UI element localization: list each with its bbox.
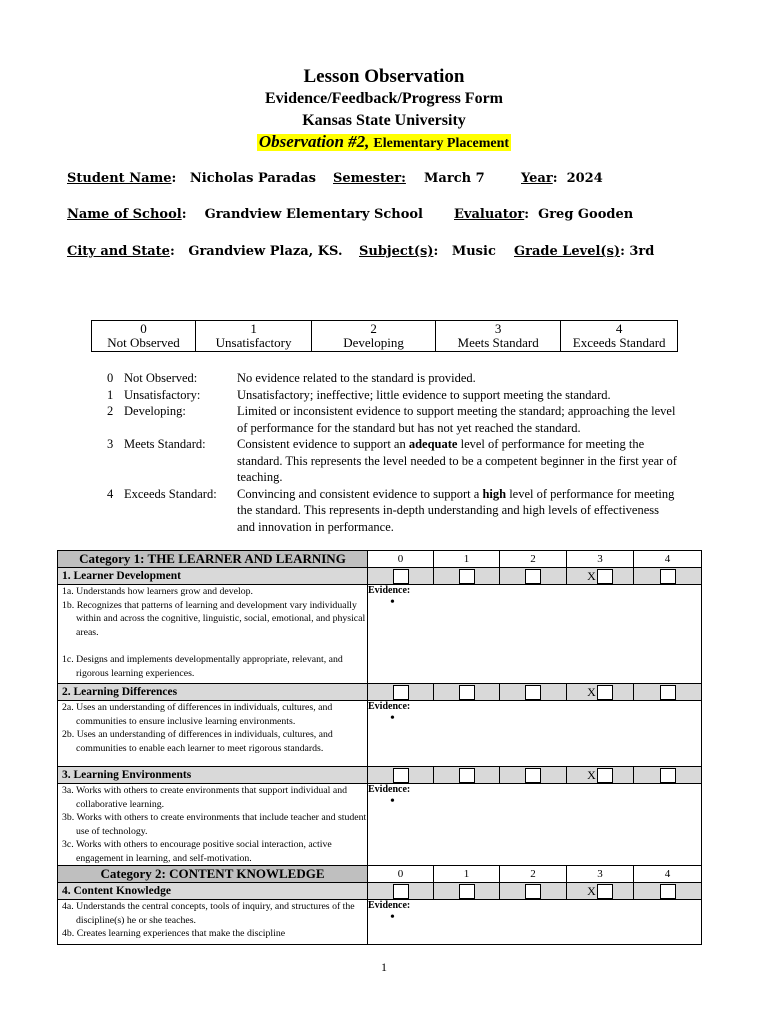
score-header: 0	[368, 866, 434, 883]
year-field: Year: 2024	[521, 171, 603, 186]
page-number: 1	[381, 960, 387, 974]
definition-row: 0 Not Observed: No evidence related to the standard is provided.	[107, 371, 476, 385]
score-4-checkbox[interactable]	[660, 768, 676, 783]
school-value: Grandview Elementary School	[204, 207, 423, 222]
standard-description: 1a. Understands how learners grow and develop. 1b. Recognizes that patterns of learning and development vary individually within and across the cognitive, linguistic, social, emotional, and physical areas. 1c. Designs and implements developmentally appropriate, relevant, and rigorous learning experiences.	[58, 585, 368, 684]
standard-detail-row	[58, 900, 702, 945]
score-header: 4	[634, 551, 702, 568]
score-4-checkbox[interactable]	[660, 685, 676, 700]
standard-description: 4a. Understands the central concepts, tools of inquiry, and structures of the discipline(s) he or she teaches. 4b. Creates learning experiences that make the discipline	[58, 900, 368, 945]
score-3-checkbox[interactable]	[597, 884, 613, 899]
standard-description: 3a. Works with others to create environments that support individual and collaborative learning. 3b. Works with others to create environments that include teacher and student use of technology. 3c. Works with others to encourage positive social interaction, active engagement in learning, and self-motivation.	[58, 784, 368, 866]
definition-row: 1 Unsatisfactory: Unsatisfactory; ineffective; little evidence to support meeting the standard.	[107, 387, 611, 402]
score-2-checkbox[interactable]	[525, 569, 541, 584]
standard-detail-row	[58, 701, 702, 767]
standard-row	[58, 883, 702, 900]
score-2-checkbox[interactable]	[525, 685, 541, 700]
school-field: Name of School: Grandview Elementary School	[67, 207, 423, 222]
standard-title: 3. Learning Environments	[58, 767, 368, 784]
score-header: 0	[368, 551, 434, 568]
semester-value: March 7	[424, 171, 485, 186]
evaluator-field: Evaluator: Greg Gooden	[454, 207, 634, 222]
standard-detail-row	[58, 784, 702, 866]
score-2-checkbox[interactable]	[525, 884, 541, 899]
score-2-checkbox[interactable]	[525, 768, 541, 783]
scale-cell: 4 Exceeds Standard	[561, 321, 678, 352]
subject-field: Subject(s): Music	[359, 244, 496, 259]
evidence-field[interactable]: Evidence: •	[368, 900, 702, 945]
scale-cell: 0 Not Observed	[92, 321, 196, 352]
score-3-checkbox[interactable]	[597, 768, 613, 783]
score-header: 3	[567, 551, 634, 568]
score-0-checkbox[interactable]	[393, 884, 409, 899]
score-header: 2	[500, 551, 567, 568]
grade-level-field: Grade Level(s): 3rd	[514, 244, 655, 259]
score-1-checkbox[interactable]	[459, 569, 475, 584]
grade-level-value: 3rd	[629, 244, 655, 259]
selected-mark: X	[587, 568, 596, 583]
standard-title: 4. Content Knowledge	[58, 883, 368, 900]
definition-row: 3 Meets Standard: Consistent evidence to support an adequate level of performance for meeting the standard. This represents the level needed to be a competent beginner in the first year of teaching.	[107, 437, 677, 484]
score-header: 1	[434, 551, 500, 568]
form-subtitle: Evidence/Feedback/Progress Form	[264, 90, 504, 107]
score-header: 1	[434, 866, 500, 883]
city-state-field: City and State: Grandview Plaza, KS.	[67, 244, 343, 259]
scale-cell: 2 Developing	[312, 321, 436, 352]
score-4-checkbox[interactable]	[660, 569, 676, 584]
category-title: Category 1: THE LEARNER AND LEARNING	[58, 551, 368, 568]
score-3-checkbox[interactable]	[597, 569, 613, 584]
score-0-checkbox[interactable]	[393, 685, 409, 700]
standard-row	[58, 568, 702, 585]
evidence-field[interactable]: Evidence: •	[368, 784, 702, 866]
standard-title: 2. Learning Differences	[58, 684, 368, 701]
institution-name: Kansas State University	[302, 112, 466, 129]
score-header: 2	[500, 866, 567, 883]
definition-row: 4 Exceeds Standard: Convincing and consistent evidence to support a high level of performance for meeting the standard. This represents in-depth understanding and high levels of effectiveness and innovation in performance.	[107, 486, 675, 534]
form-title: Lesson Observation	[303, 66, 465, 87]
category-title: Category 2: CONTENT KNOWLEDGE	[58, 866, 368, 883]
standard-title: 1. Learner Development	[58, 568, 368, 585]
standard-detail-row	[58, 585, 702, 684]
score-4-checkbox[interactable]	[660, 884, 676, 899]
rating-definitions	[107, 370, 677, 535]
scale-cell: 3 Meets Standard	[435, 321, 560, 352]
standard-row	[58, 684, 702, 701]
score-1-checkbox[interactable]	[459, 884, 475, 899]
city-state-value: Grandview Plaza, KS.	[188, 244, 343, 259]
category-header-row	[58, 551, 702, 568]
scale-cell: 1 Unsatisfactory	[195, 321, 311, 352]
selected-mark: X	[587, 767, 596, 782]
rubric-table	[57, 550, 702, 945]
category-header-row	[58, 866, 702, 883]
student-name-value: Nicholas Paradas	[189, 171, 316, 186]
selected-mark: X	[587, 883, 596, 898]
score-header: 3	[567, 866, 634, 883]
selected-mark: X	[587, 684, 596, 699]
subject-value: Music	[451, 244, 496, 259]
score-0-checkbox[interactable]	[393, 768, 409, 783]
student-name-field: Student Name: Nicholas Paradas	[67, 171, 316, 186]
evidence-field[interactable]: Evidence: •	[368, 701, 702, 767]
score-0-checkbox[interactable]	[393, 569, 409, 584]
observation-line	[0, 132, 768, 152]
evaluator-value: Greg Gooden	[538, 207, 634, 222]
score-3-checkbox[interactable]	[597, 685, 613, 700]
standard-description: 2a. Uses an understanding of differences in individuals, cultures, and communities to ensure inclusive learning environments. 2b. Uses an understanding of differences in individuals, cultures, and communities to enable each learner to meet rigorous standards.	[58, 701, 368, 767]
placement-type: Elementary Placement	[373, 136, 510, 151]
year-value: 2024	[566, 171, 603, 186]
score-1-checkbox[interactable]	[459, 768, 475, 783]
score-1-checkbox[interactable]	[459, 685, 475, 700]
observation-number: Observation #2,	[258, 132, 370, 151]
rating-scale-table	[91, 320, 678, 352]
definition-row: 2 Developing: Limited or inconsistent evidence to support meeting the standard; approaching the level of performance for the standard but has not yet reached the standard.	[107, 404, 676, 435]
semester-field: Semester: March 7	[333, 171, 485, 186]
standard-row	[58, 767, 702, 784]
score-header: 4	[634, 866, 702, 883]
evidence-field[interactable]: Evidence: •	[368, 585, 702, 684]
